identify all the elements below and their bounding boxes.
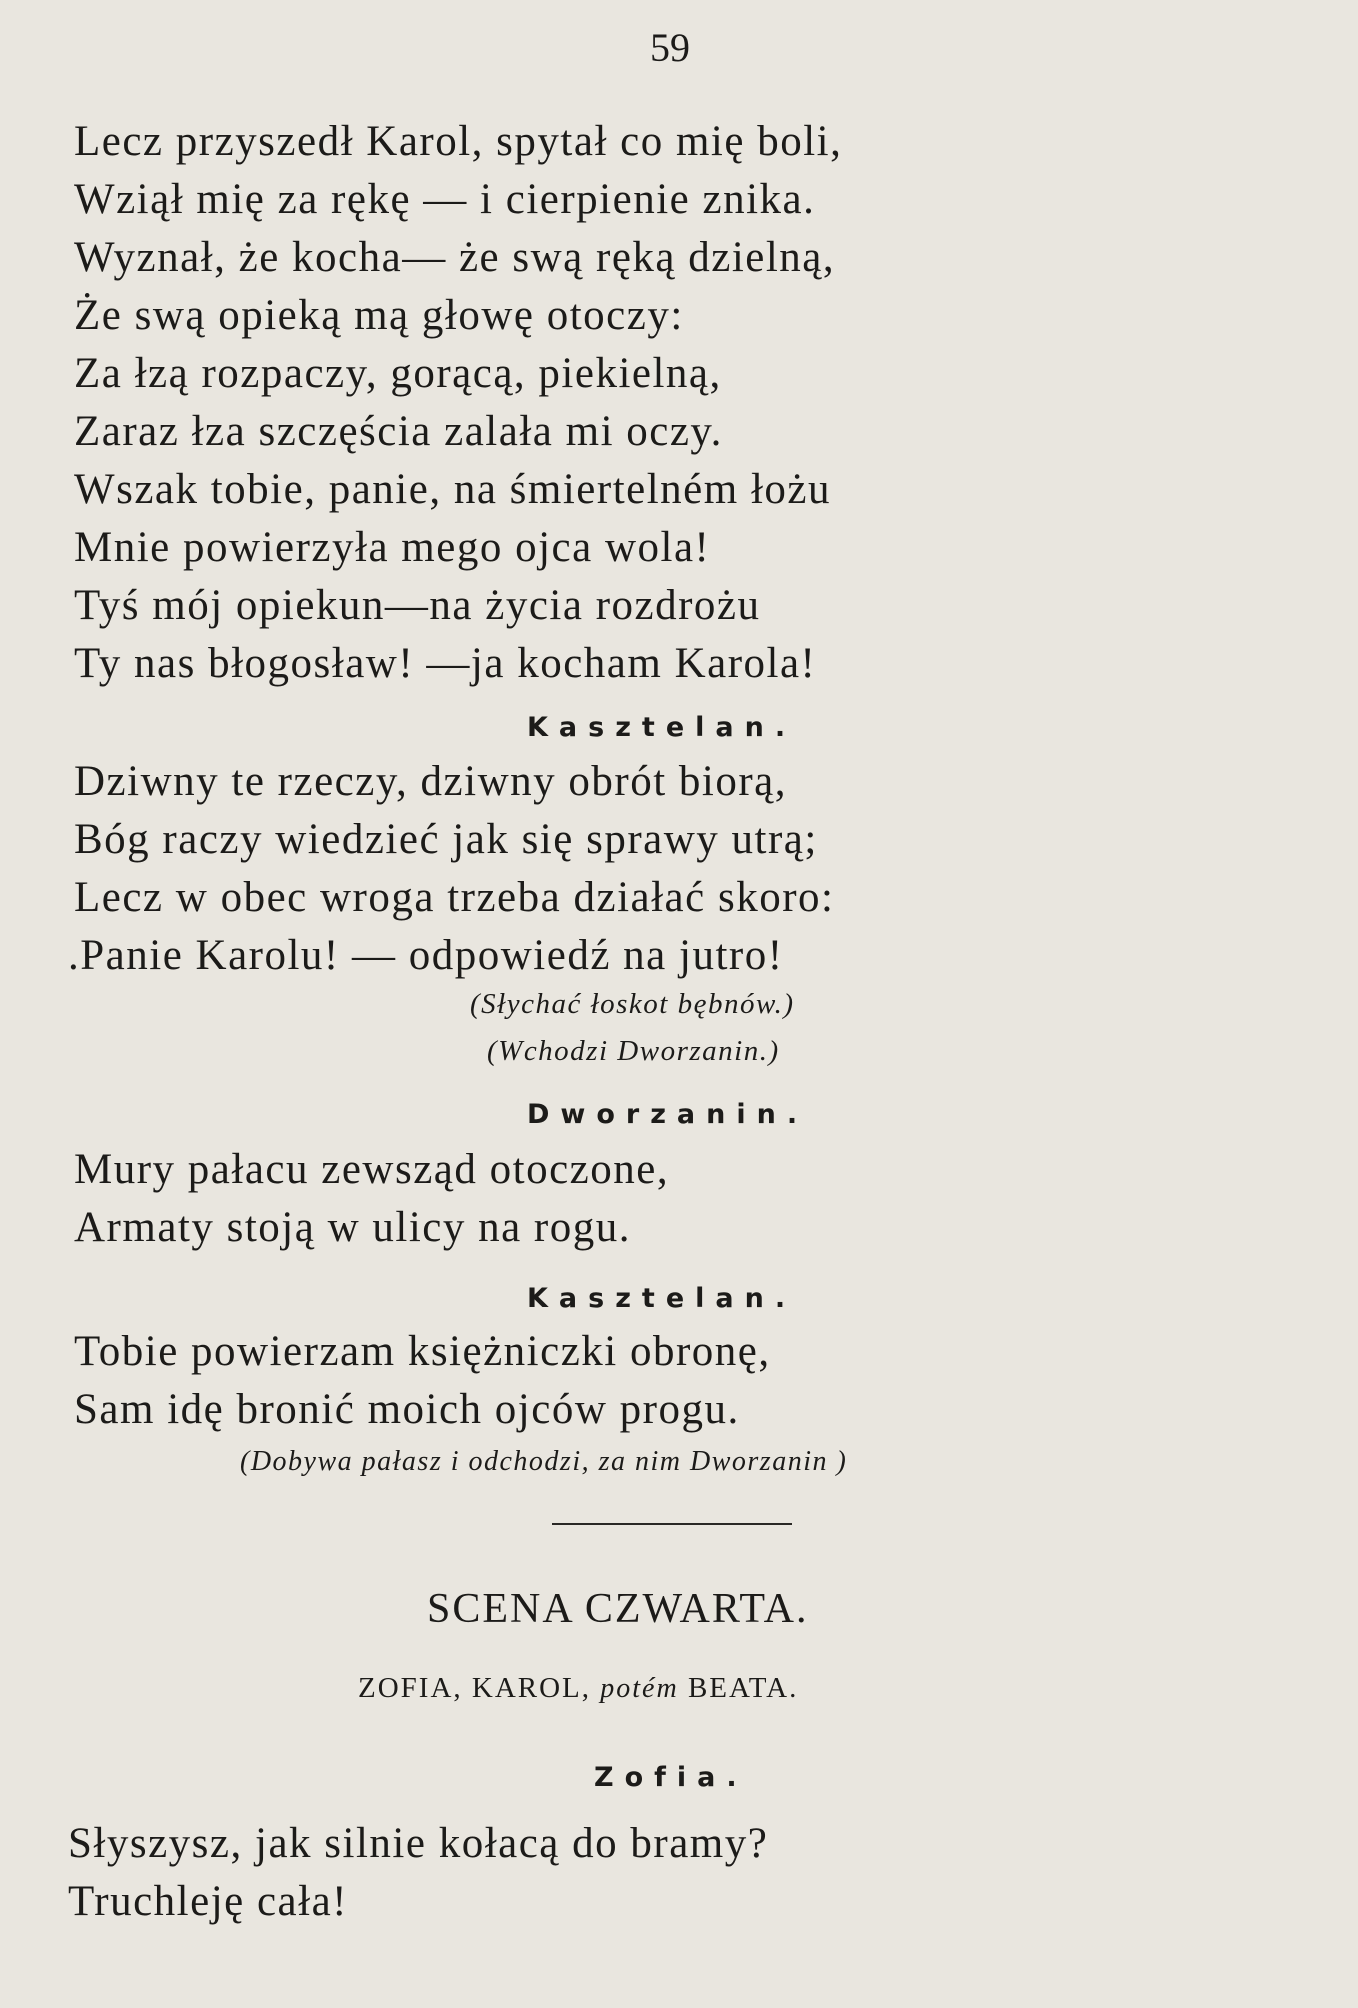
verse-line: Armaty stoją w ulicy na rogu. <box>74 1204 632 1251</box>
verse-line: Za łzą rozpaczy, gorącą, piekielną, <box>74 350 722 397</box>
page-number: 59 <box>650 25 690 70</box>
scene-characters <box>358 1672 798 1705</box>
verse-line: Wziął mię za rękę — i cierpienie znika. <box>74 176 816 223</box>
speaker-name: Kasztelan. <box>527 712 797 743</box>
scene-title: SCENA CZWARTA. <box>427 1586 809 1632</box>
character-last: BEATA. <box>687 1672 799 1704</box>
verse-line: Sam idę bronić moich ojców progu. <box>74 1386 740 1433</box>
verse-line: Wszak tobie, panie, na śmiertelném łożu <box>74 466 831 513</box>
verse-line: Że swą opieką mą głowę otoczy: <box>74 292 684 339</box>
verse-line: Tobie powierzam księżniczki obronę, <box>74 1328 771 1375</box>
verse-line: Słyszysz, jak silnie kołacą do bramy? <box>68 1820 769 1867</box>
verse-line: Dziwny te rzeczy, dziwny obrót biorą, <box>74 758 787 805</box>
verse-line: Ty nas błogosław! —ja kocham Karola! <box>74 640 817 687</box>
verse-line: Mury pałacu zewsząd otoczone, <box>74 1146 670 1193</box>
verse-line: Bóg raczy wiedzieć jak się sprawy utrą; <box>74 816 818 863</box>
section-divider <box>552 1523 792 1525</box>
verse-line: Wyznał, że kocha— że swą ręką dzielną, <box>74 234 836 281</box>
verse-line: Zaraz łza szczęścia zalała mi oczy. <box>74 408 723 455</box>
stage-direction: (Wchodzi Dworzanin.) <box>487 1035 780 1067</box>
verse-line: Mnie powierzyła mego ojca wola! <box>74 524 711 571</box>
character-names: ZOFIA, KAROL, <box>358 1672 592 1704</box>
stage-direction: (Dobywa pałasz i odchodzi, za nim Dworzanin ) <box>240 1446 848 1477</box>
verse-line: Lecz przyszedł Karol, spytał co mię boli, <box>74 118 843 165</box>
then-word: potém <box>600 1673 679 1704</box>
speaker-name: Zofia. <box>594 1762 748 1793</box>
stage-direction: (Słychać łoskot bębnów.) <box>470 988 795 1020</box>
verse-line: Truchleję cała! <box>68 1878 348 1925</box>
verse-line: .Panie Karolu! — odpowiedź na jutro! <box>68 932 784 979</box>
verse-line: Tyś mój opiekun—na życia rozdrożu <box>74 582 761 629</box>
speaker-name: Dworzanin. <box>527 1099 809 1130</box>
verse-line: Lecz w obec wroga trzeba działać skoro: <box>74 874 835 921</box>
speaker-name: Kasztelan. <box>527 1283 797 1314</box>
